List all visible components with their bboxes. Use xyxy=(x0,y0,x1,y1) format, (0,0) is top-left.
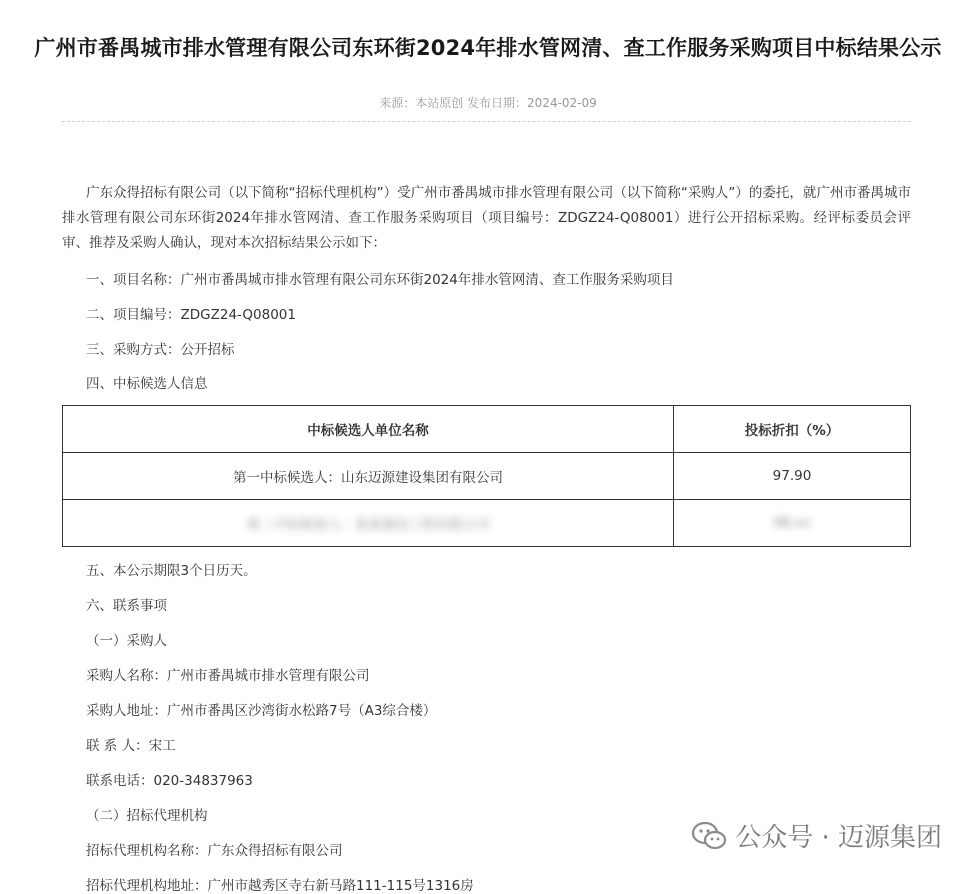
candidates-table xyxy=(62,405,911,547)
notice-period-line: 五、本公示期限3个日历天。 xyxy=(86,563,257,579)
project-number-line: 二、项目编号：ZDGZ24-Q08001 xyxy=(86,307,296,323)
blurred-candidate-discount: 98.xx xyxy=(773,515,811,531)
table-header-row xyxy=(63,406,911,453)
blurred-candidate-name: 第二中标候选人：某某建设工程有限公司 xyxy=(246,517,490,533)
contact-heading: 六、联系事项 xyxy=(86,598,167,614)
table-row xyxy=(63,500,911,547)
candidate-discount-cell: 97.90 xyxy=(674,453,911,500)
page-title: 广州市番禺城市排水管理有限公司东环街2024年排水管网清、查工作服务采购项目中标结果公示 xyxy=(34,36,942,60)
purchaser-contact-line: 联 系 人：宋工 xyxy=(86,738,176,754)
purchaser-phone-line: 联系电话：020-34837963 xyxy=(86,773,253,789)
project-name-line: 一、项目名称：广州市番禺城市排水管理有限公司东环街2024年排水管网清、查工作服务采购项目 xyxy=(86,272,674,288)
candidate-discount-cell-blurred xyxy=(674,500,911,547)
agency-heading: （二）招标代理机构 xyxy=(86,808,208,824)
watermark-text: 公众号 · 迈源集团 xyxy=(735,823,942,853)
intro-paragraph: 广东众得招标有限公司（以下简称“招标代理机构”）受广州市番禺城市排水管理有限公司（以下简称“采购人”）的委托，就广州市番禺城市排水管理有限公司东环街2024年排水管网清、查工作服务采购项目（项目编号：ZDGZ24-Q08001）进行公开招标采购。经评标委员会评审、推荐及采购人确认，现对本次招标结果公示如下： xyxy=(62,185,911,251)
dashed-divider xyxy=(62,121,911,122)
candidates-heading: 四、中标候选人信息 xyxy=(86,376,208,392)
candidate-name-cell: 第一中标候选人：山东迈源建设集团有限公司 xyxy=(63,453,674,500)
procurement-method-line: 三、采购方式：公开招标 xyxy=(86,342,235,358)
header-company-name: 中标候选人单位名称 xyxy=(63,406,674,453)
wechat-icon xyxy=(691,821,727,851)
table-row xyxy=(63,453,911,500)
purchaser-address-line: 采购人地址：广州市番禺区沙湾街水松路7号（A3综合楼） xyxy=(86,703,437,719)
agency-name-line: 招标代理机构名称：广东众得招标有限公司 xyxy=(86,843,343,859)
purchaser-name-line: 采购人名称：广州市番禺城市排水管理有限公司 xyxy=(86,668,370,684)
source-date-meta: 来源：本站原创 发布日期：2024-02-09 xyxy=(379,96,597,110)
candidate-name-cell-blurred xyxy=(63,500,674,547)
header-discount: 投标折扣（%） xyxy=(674,406,911,453)
wechat-watermark xyxy=(691,817,942,854)
agency-address-line: 招标代理机构地址：广州市越秀区寺右新马路111-115号1316房 xyxy=(86,878,474,894)
purchaser-heading: （一）采购人 xyxy=(86,633,167,649)
